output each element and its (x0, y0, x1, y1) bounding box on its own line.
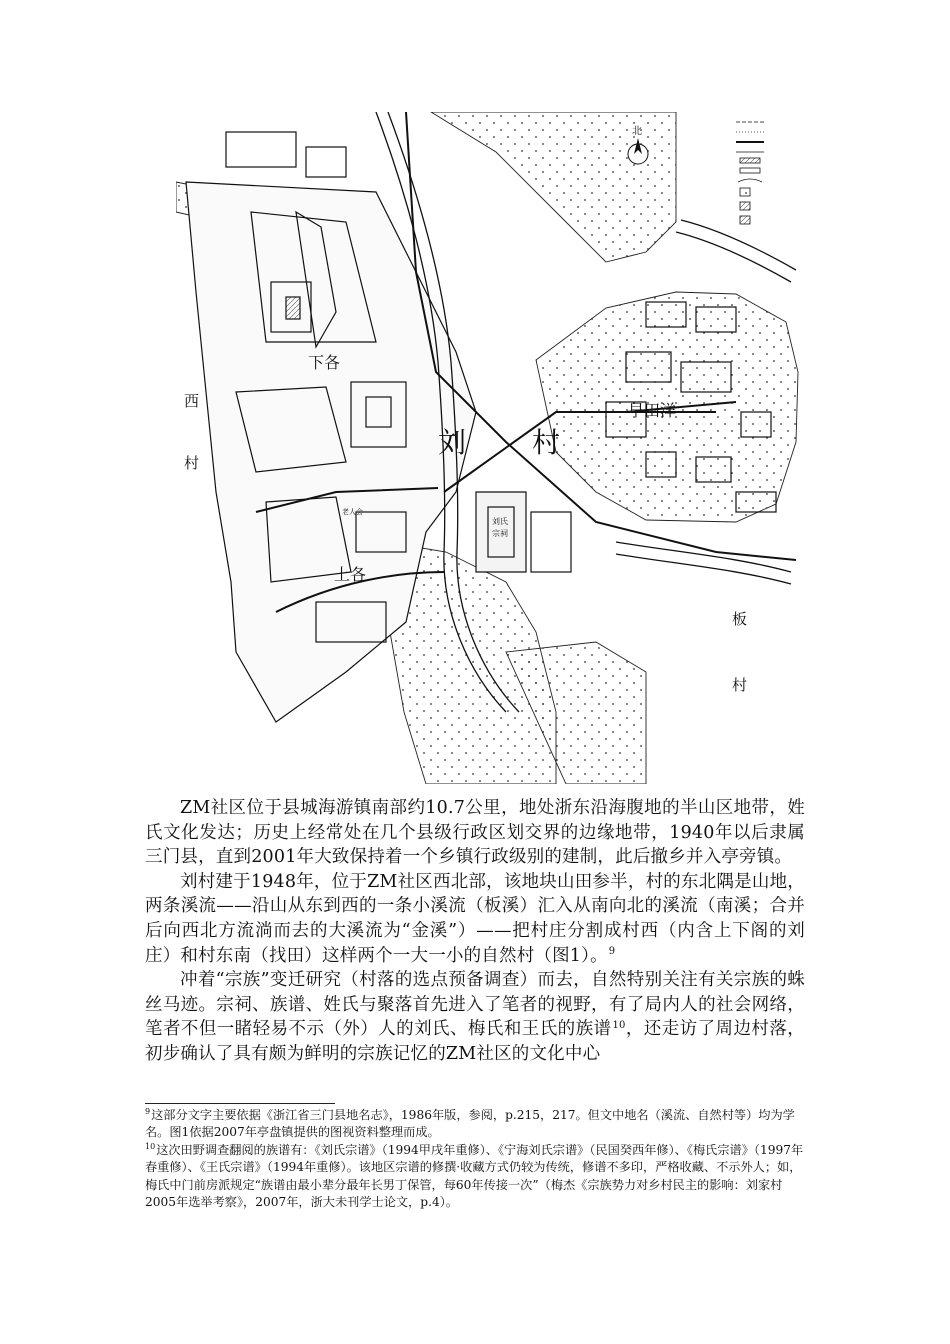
label-xiage: 下各 (308, 353, 341, 372)
paragraph-3: 冲着“宗族”变迁研究（村落的选点预备调查）而去，自然特别关注有关宗族的蛛丝马迹。宗祠、族谱、姓氏与聚落首先进入了笔者的视野，有了局内人的社会网络，笔者不但一睹轻易不示（外）人的刘氏、梅氏和王氏的族谱$^{10}$，还走访了周边村落，初步确认了具有颇为鲜明的宗族记忆的ZM社区的文化中心 (145, 970, 806, 1064)
label-zaotianyang: 早田洋 (628, 401, 677, 420)
footnote-divider (145, 1103, 335, 1104)
label-laorenhui: 老人会 (342, 508, 363, 516)
paragraph-2: 刘村建于1948年，位于ZM社区西北部，该地块山田参半，村的东北隅是山地，两条溪流——沿山从东到西的一条小溪流（板溪）汇入从南向北的溪流（南溪；合并后向西北方流淌而去的大溪流为“金溪”）——把村庄分割成村西（内含上下阁的刘庄）和村东南（找田）这样两个一大一小的自然村（图1）。$^9$ (145, 871, 805, 966)
body-text (145, 796, 805, 1067)
label-xicun: 村 (184, 454, 200, 472)
north-label: 北 (632, 126, 642, 137)
label-ban: 板 (732, 610, 748, 628)
footnotes (145, 1107, 807, 1211)
label-bancun: 村 (732, 676, 748, 694)
legend (736, 122, 764, 224)
label-zongci-2: 宗祠 (492, 529, 508, 538)
footnote-ref-10[interactable]: 10 (612, 1019, 626, 1031)
footnote-10: $^{10}$这次田野调查翻阅的族谱有：《刘氏宗谱》（1994甲戌年重修）、《宁海刘氏宗谱》（民国癸西年修）、《梅氏宗谱》（1997年春重修）、《王氏宗谱》（1994年重修）。该地区宗谱的修撰·收藏方式仍较为传统，修谱不多印，严格收藏、不示外人；如，梅氏中门前房派规定“族谱由最小辈分最年长男丁保管，每60年传接一次”（梅杰《宗族势力对乡村民主的影响：刘家村2005年选举考察》，2007年，浙大未刊学士论文，p.4）。 (145, 1141, 804, 1210)
label-xi: 西 (184, 392, 200, 410)
footnote-9: $^9$这部分文字主要依据《浙江省三门县地名志》，1986年版，参阅，p.215，217。但文中地名（溪流、自然村等）均为学名。图1依据2007年亭盘镇提供的图视资料整理而成。 (145, 1106, 795, 1140)
label-liu: 刘 (438, 426, 467, 459)
label-zongci-1: 刘氏 (492, 517, 508, 526)
village-map (176, 112, 806, 784)
label-shangge: 上各 (334, 565, 367, 584)
footnote-ref-9[interactable]: 9 (608, 945, 616, 957)
label-cun: 村 (532, 426, 561, 459)
paragraph-1: ZM社区位于县城海游镇南部约10.7公里，地处浙东沿海腹地的半山区地带，姓氏文化发达；历史上经常处在几个县级行政区划交界的边缘地带，1940年以后隶属三门县，直到2001年大致保持着一个乡镇行政级别的建制，此后撤乡并入亭旁镇。 (145, 798, 805, 868)
